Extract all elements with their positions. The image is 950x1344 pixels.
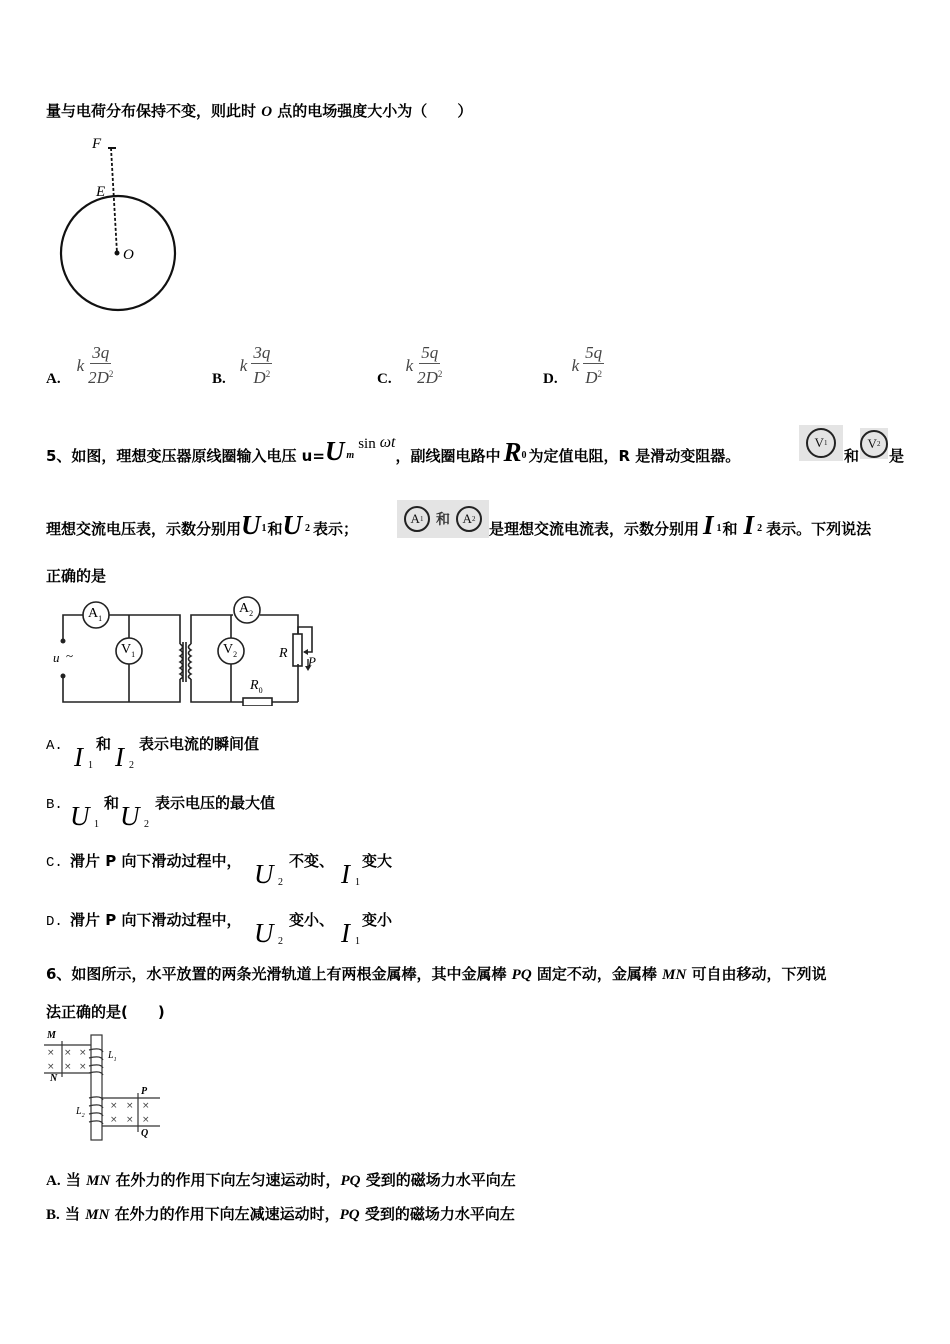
symbol-u2: U: [254, 859, 274, 889]
fraction: [417, 344, 442, 387]
ammeter-a2-label: [239, 601, 253, 618]
l-sub: 2: [81, 1113, 85, 1119]
voltmeter-v1-image: [799, 425, 843, 461]
subscript: 2: [757, 523, 763, 534]
symbol-u1: U: [70, 801, 90, 831]
and-text: 和: [844, 447, 860, 465]
den-base: 2D: [417, 368, 438, 387]
field-cross-icon: ×: [142, 1101, 150, 1111]
stem-text: 表示；: [313, 520, 359, 538]
resistor-r0-label: [250, 678, 263, 695]
q4-option-a[interactable]: [46, 343, 113, 388]
label-n: N: [50, 1073, 58, 1084]
numerator: 5q: [585, 343, 603, 362]
den-exponent: 2: [265, 369, 271, 379]
option-text: 不变、: [289, 852, 335, 870]
den-base: 2D: [88, 368, 109, 387]
subscript: 2: [305, 523, 311, 534]
subscript: 1: [261, 523, 267, 534]
den-exponent: 2: [437, 369, 443, 379]
denominator: [585, 364, 602, 387]
field-cross-icon: ×: [126, 1115, 134, 1125]
symbol-u2: U: [282, 510, 303, 540]
rod-pq-label: PQ: [511, 967, 532, 983]
stem-text: 理想交流电压表，示数分别用: [46, 520, 242, 538]
symbol-i1: I: [341, 859, 350, 889]
option-text: 滑片 P 向下滑动过程中，: [70, 852, 242, 870]
label-p: P: [141, 1086, 148, 1097]
field-cross-icon: ×: [47, 1062, 55, 1072]
subscript: 2: [129, 760, 134, 771]
symbol-u2: U: [120, 801, 140, 831]
option-letter: C.: [46, 855, 63, 871]
label-q: Q: [141, 1128, 149, 1139]
field-cross-icon: ×: [64, 1062, 72, 1072]
constant-k: k: [76, 355, 85, 375]
field-cross-icon: ×: [79, 1062, 87, 1072]
fraction: [88, 344, 113, 387]
subscript: 2: [278, 877, 283, 888]
q4-circle-figure: [55, 135, 185, 315]
q4-option-c[interactable]: [377, 343, 442, 388]
q6-stem-line-1: [46, 964, 827, 985]
option-text: 变小、: [289, 911, 335, 929]
meter-sub: 2: [876, 439, 881, 448]
option-text: 表示电压的最大值: [155, 794, 276, 812]
q5-stem-line-2: [46, 512, 358, 539]
field-cross-icon: ×: [79, 1048, 87, 1058]
symbol-u1: U: [241, 510, 261, 540]
option-letter: D.: [543, 371, 558, 387]
q5-option-b[interactable]: [46, 793, 346, 829]
l-letter: L: [76, 1106, 82, 1117]
option-text: 受到的磁场力水平向左: [359, 1205, 515, 1223]
option-letter: D.: [46, 914, 63, 930]
subscript-0: 0: [521, 450, 527, 461]
option-text: 在外力的作用下向左匀速运动时，: [110, 1171, 341, 1189]
denominator: [417, 364, 442, 387]
ac-symbol: ~: [66, 648, 74, 663]
q6-option-b[interactable]: [46, 1204, 515, 1225]
constant-k: k: [571, 355, 580, 375]
option-text: 当: [65, 1205, 86, 1223]
fraction: [583, 344, 604, 387]
ammeter-icon: [456, 506, 482, 532]
meter-sub: 1: [131, 649, 136, 659]
subscript-m: m: [346, 450, 355, 461]
label-f: F: [92, 136, 102, 152]
meter-sub: 2: [233, 649, 238, 659]
q5-option-c[interactable]: [46, 851, 446, 887]
den-base: D: [585, 368, 598, 387]
meter-letter: V: [814, 435, 824, 450]
voltmeter-icon: [860, 430, 888, 458]
denominator: [88, 364, 113, 387]
option-letter: B.: [46, 797, 63, 813]
voltmeter-v1-label: [121, 642, 135, 659]
label-e: E: [96, 184, 106, 200]
option-text: 变大: [362, 852, 393, 870]
stem-text: ，副线圈电路中: [395, 447, 501, 465]
q6-stem-line-2: [46, 1002, 165, 1022]
subscript: 1: [94, 819, 99, 830]
meter-letter: V: [223, 642, 234, 657]
l-letter: L: [108, 1050, 114, 1061]
numerator: 3q: [253, 343, 271, 362]
rod-pq-label: PQ: [340, 1173, 361, 1189]
option-letter: C.: [377, 371, 392, 387]
q4-stem: [46, 101, 472, 122]
meter-sub: 1: [98, 613, 103, 623]
stem-text: 法正确的是(: [46, 1003, 128, 1021]
voltmeter-v2-image: [860, 428, 888, 459]
and-text: 和: [104, 794, 120, 812]
rod-pq-label: PQ: [339, 1207, 360, 1223]
rails-coils-figure: [44, 1032, 164, 1144]
symbol-u: U: [324, 436, 345, 466]
circle-diagram: [55, 135, 185, 315]
answer-blank: [128, 1003, 158, 1021]
q4-stem-text-2: 点的电场强度大小为（: [272, 102, 428, 120]
stem-text: 6、如图所示，水平放置的两条光滑轨道上有两根金属棒，其中金属棒: [46, 965, 512, 983]
option-text: 在外力的作用下向左减速运动时，: [109, 1205, 340, 1223]
constant-k: k: [405, 355, 414, 375]
stem-text: 5、如图，理想变压器原线圈输入电压 u=: [46, 447, 325, 465]
field-cross-icon: ×: [110, 1101, 118, 1111]
transformer-circuit-figure: [50, 594, 320, 706]
ammeters-a1-a2-image: [397, 500, 489, 538]
q4-stem-close: ）: [457, 102, 473, 120]
numerator: 3q: [92, 343, 110, 362]
option-text: 滑片 P 向下滑动过程中，: [70, 911, 242, 929]
q5-option-d[interactable]: [46, 910, 446, 946]
field-cross-icon: ×: [126, 1101, 134, 1111]
stem-text: 表示。下列说法: [766, 520, 872, 538]
and-text: 和: [267, 520, 283, 538]
option-letter: A.: [46, 371, 61, 387]
meter-letter: V: [867, 435, 877, 451]
stem-text: 为定值电阻，R 是滑动变阻器。: [528, 447, 741, 465]
subscript: 1: [716, 523, 722, 534]
label-m: M: [47, 1030, 56, 1041]
ammeter-icon: [404, 506, 430, 532]
label-l2: [76, 1106, 85, 1119]
q4-option-b[interactable]: [212, 343, 272, 388]
slider-p-label: P: [308, 654, 316, 669]
stem-text: 固定不动，金属棒: [531, 965, 663, 983]
voltmeter-icon: [806, 428, 836, 458]
subscript: 2: [278, 936, 283, 947]
stem-text: 是理想交流电流表，示数分别用: [489, 520, 700, 538]
symbol-i2: I: [115, 742, 124, 772]
option-letter: B.: [46, 1207, 60, 1223]
constant-k: k: [239, 355, 248, 375]
voltmeter-v2-label: [223, 642, 237, 659]
subscript: 2: [144, 819, 149, 830]
answer-blank: [427, 102, 457, 120]
meter-sub: 2: [471, 515, 476, 523]
ammeter-a1-label: [88, 606, 102, 623]
field-cross-icon: ×: [142, 1115, 150, 1125]
symbol-i1: I: [74, 742, 83, 772]
denominator: [253, 364, 270, 387]
field-cross-icon: ×: [110, 1115, 118, 1125]
meter-letter: A: [88, 606, 99, 621]
option-letter: B.: [212, 371, 226, 387]
meter-letter: A: [410, 511, 420, 526]
rod-mn-label: MN: [86, 1173, 111, 1189]
den-exponent: 2: [108, 369, 114, 379]
option-text: 表示电流的瞬间值: [139, 735, 260, 753]
q4-stem-text: 量与电荷分布保持不变，则此时: [46, 102, 262, 120]
r-letter: R: [250, 678, 259, 693]
point-o-label: O: [261, 104, 273, 120]
and-text: 和: [436, 513, 450, 528]
q5-option-a[interactable]: [46, 734, 346, 770]
field-cross-icon: ×: [47, 1048, 55, 1058]
and-text: 和: [96, 735, 112, 753]
den-base: D: [253, 368, 266, 387]
meter-sub: 2: [249, 608, 254, 618]
symbol-i1: I: [341, 918, 350, 948]
rod-mn-label: MN: [662, 967, 687, 983]
rheostat-r-label: R: [279, 646, 288, 661]
numerator: 5q: [421, 343, 439, 362]
omega-t: ωt: [379, 434, 396, 451]
label-o: O: [123, 247, 134, 263]
subscript: 1: [88, 760, 93, 771]
option-letter: A.: [46, 738, 63, 754]
and-text: 和: [722, 520, 738, 538]
option-text: 当: [65, 1171, 87, 1189]
stem-text: 是: [889, 447, 905, 465]
rod-mn-label: MN: [85, 1207, 110, 1223]
q6-option-a[interactable]: [46, 1170, 516, 1191]
q4-option-d[interactable]: [543, 343, 604, 388]
option-text: 受到的磁场力水平向左: [360, 1171, 516, 1189]
option-letter: A.: [46, 1173, 61, 1189]
symbol-i2: I: [743, 510, 755, 540]
stem-text: 可自由移动，下列说: [686, 965, 827, 983]
sin-function: sin: [358, 436, 376, 452]
meter-letter: V: [121, 642, 132, 657]
subscript: 1: [355, 936, 360, 947]
meter-letter: A: [239, 601, 250, 616]
symbol-u2: U: [254, 918, 274, 948]
option-text: 变小: [362, 911, 393, 929]
den-exponent: 2: [597, 369, 603, 379]
source-u-label: u: [53, 650, 60, 665]
q5-stem-line-3: 正确的是: [46, 567, 107, 585]
meter-sub: 1: [823, 439, 828, 447]
symbol-i1: I: [703, 510, 714, 540]
subscript: 1: [355, 877, 360, 888]
fraction: [251, 344, 272, 387]
meter-sub: 1: [419, 515, 424, 523]
r-sub: 0: [258, 685, 263, 695]
q5-stem-line-2b: [489, 512, 871, 539]
stem-text: ): [157, 1003, 165, 1021]
l-sub: 1: [113, 1057, 117, 1063]
symbol-r0: R: [503, 437, 522, 467]
label-l1: [108, 1050, 117, 1063]
field-cross-icon: ×: [64, 1048, 72, 1058]
meter-letter: A: [462, 511, 472, 526]
q5-stem-line-1: [46, 434, 741, 467]
